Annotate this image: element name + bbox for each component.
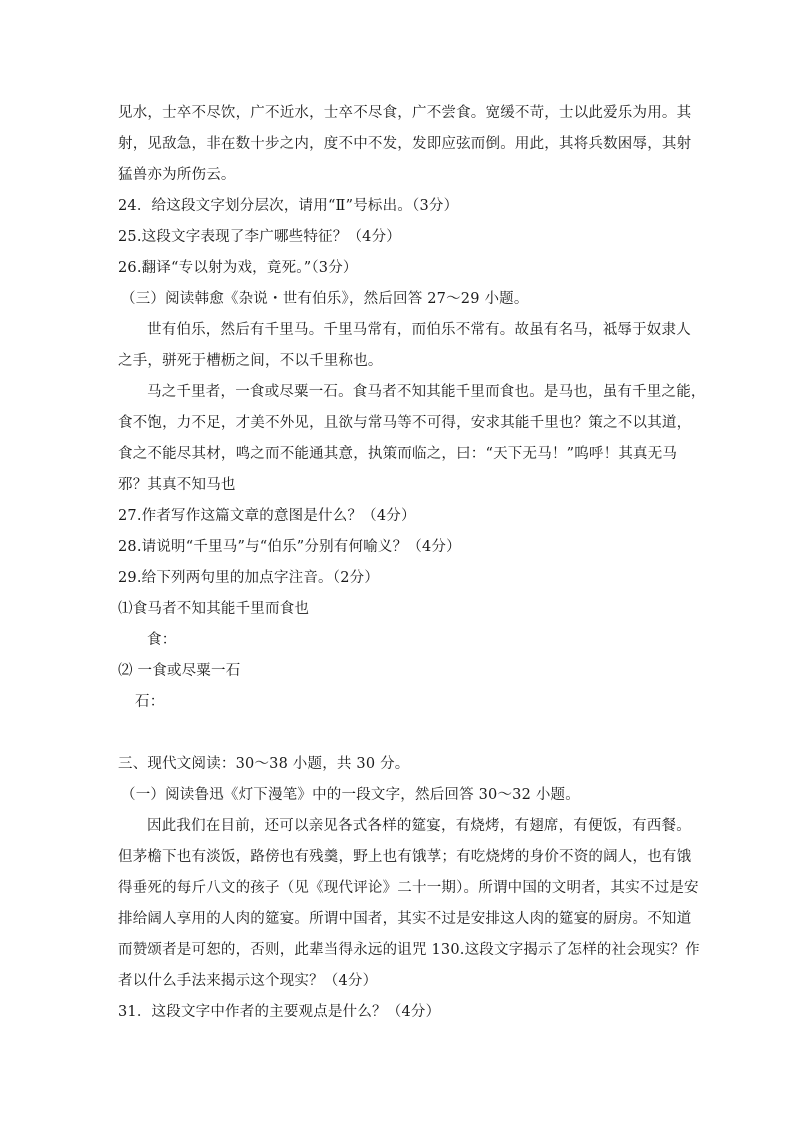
question-29-item-2-answer: 石： (135, 694, 165, 710)
shuo-paragraph-2-line: 马之千里者，一食或尽粟一石。食马者不知其能千里而食也。是马也，虽有千里之能， (147, 384, 706, 400)
question-28: 28.请说明“千里马”与“伯乐”分别有何喻义？（4分） (118, 539, 461, 555)
lu-xun-paragraph-line: 者以什么手法来揭示这个现实？（4分） (118, 973, 378, 989)
lu-xun-paragraph-line: 排给阔人享用的人肉的筵宴。所谓中国者，其实不过是安排这人肉的筵宴的厨房。不知道 (118, 911, 692, 927)
question-29-item-1-answer: 食： (147, 632, 177, 648)
passage-line: 猛兽亦为所伤云。 (118, 167, 236, 183)
passage-line: 见水，士卒不尽饮，广不近水，士卒不尽食，广不尝食。宽缓不苛，士以此爱乐为用。其 (118, 105, 692, 121)
shuo-paragraph-1-line: 世有伯乐，然后有千里马。千里马常有，而伯乐不常有。故虽有名马，祗辱于奴隶人 (147, 322, 691, 338)
shuo-paragraph-2-line: 邪？其真不知马也 (118, 477, 236, 493)
spacer (118, 718, 678, 749)
question-29-item-2: ⑵ 一食或尽粟一石 (118, 663, 241, 679)
shuo-paragraph-1-line: 之手，骈死于槽枥之间，不以千里称也。 (118, 353, 383, 369)
question-25: 25.这段文字表现了李广哪些特征？（4分） (118, 229, 401, 245)
lu-xun-paragraph-line: 但茅檐下也有淡饭，路傍也有残羹，野上也有饿莩；有吃烧烤的身价不资的阔人，也有饿 (118, 849, 692, 865)
lu-xun-paragraph-line: 而赞颂者是可恕的，否则，此辈当得永远的诅咒 130.这段文字揭示了怎样的社会现实？作 (118, 942, 700, 958)
question-27: 27.作者写作这篇文章的意图是什么？（4分） (118, 508, 416, 524)
question-29: 29.给下列两句里的加点字注音。（2分） (118, 570, 380, 586)
lu-xun-paragraph-line: 得垂死的每斤八文的孩子（见《现代评论》二十一期）。所谓中国的文明者，其实不过是安 (118, 880, 699, 896)
passage-line: 射，见敌急，非在数十步之内，度不中不发，发即应弦而倒。用此，其将兵数困辱，其射 (118, 136, 692, 152)
question-26: 26.翻译“专以射为戏，竟死。”（3分） (118, 260, 358, 276)
shuo-paragraph-2-line: 食不饱，力不足，才美不外见，且欲与常马等不可得，安求其能千里也？策之不以其道， (118, 415, 692, 431)
shuo-paragraph-2-line: 食之不能尽其材，鸣之而不能通其意，执策而临之，曰：“天下无马！”呜呼！其真无马 (118, 446, 678, 462)
section-3-heading: （三）阅读韩愈《杂说・世有伯乐》，然后回答 27～29 小题。 (121, 291, 529, 307)
question-29-item-1: ⑴食马者不知其能千里而食也 (118, 601, 310, 617)
question-24: 24．给这段文字划分层次，请用“Ⅱ”号标出。（3分） (118, 198, 459, 214)
part-3-heading: 三、现代文阅读：30～38 小题，共 30 分。 (118, 756, 410, 772)
subsection-1-heading: （一）阅读鲁迅《灯下漫笔》中的一段文字，然后回答 30～32 小题。 (121, 787, 580, 803)
document-page (118, 98, 706, 1028)
lu-xun-paragraph-line: 因此我们在目前，还可以亲见各式各样的筵宴，有烧烤，有翅席，有便饭，有西餐。 (147, 818, 691, 834)
question-31: 31．这段文字中作者的主要观点是什么？（4分） (118, 1004, 441, 1020)
